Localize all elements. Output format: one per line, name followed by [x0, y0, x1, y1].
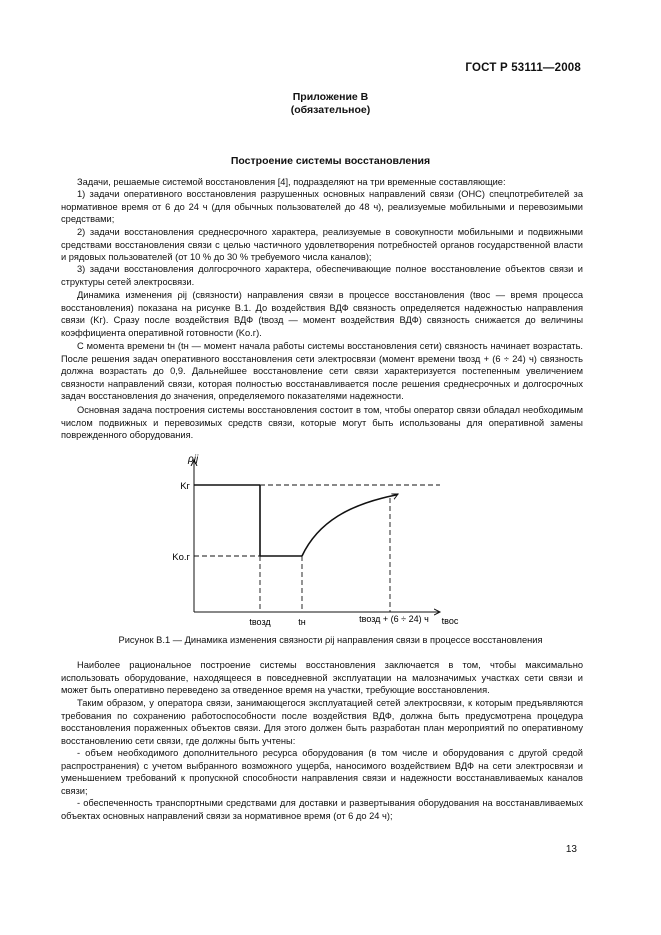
standard-header: ГОСТ Р 53111—2008 — [465, 62, 581, 74]
figure-chart — [150, 452, 490, 632]
label-t624: tвозд + (6 ÷ 24) ч — [359, 614, 429, 624]
paragraph-dynamics: Динамика изменения ρij (связности) направления связи в процессе восстановления (tвос — время процесса восстановления) показана на рисунке В.1. До воздействия ВДФ связность определяется надежностью направления связи (Kг). Сразу после воздействия ВДФ (tвозд — момент воздействия ВДФ) связность снижается до величины коэффициента оперативной готовности (Kо.г). — [61, 290, 583, 338]
label-kog: Kо.г — [172, 552, 190, 563]
label-tvos: tвос — [441, 616, 459, 626]
paragraph-moment: С момента времени tн (tн — момент начала работы системы восстановления сети) связность начинает возрастать. После решения задач оперативного восстановления сети электросвязи (момент времени tвозд + (6 ÷ 24) ч) связность должна возрастать до 0,9. Дальнейшее восстановление сети связи характеризуется постепенным увеличением связности направлений связи, которая полностью восстанавливается после решения среднесрочных и долгосрочных задач восстановления до значения, определяемого показателями надежности. — [61, 341, 583, 402]
paragraph-task-2: 2) задачи восстановления среднесрочного характера, реализуемые в совокупности мобильными и подвижными средствами восстановления связи с целью частичного удовлетворения потребностей органов государственной власти и рядовых пользователей (от 10 % до 30 % требуемого числа каналов); — [61, 227, 583, 263]
paragraph-task-1: 1) задачи оперативного восстановления разрушенных основных направлений связи (ОНС) спецпотребителей за нормативное время от 6 до 24 ч (для обычных пользователей до 48 ч), реализуемые мобильными и перевозимыми средствами; — [61, 189, 583, 225]
appendix-subtitle: (обязательное) — [290, 104, 371, 116]
paragraph-rational: Наиболее рациональное построение системы восстановления заключается в том, чтобы максимально использовать оборудование, находящееся в повседневной эксплуатации на малозначимых участках сети связи и может быть оперативно переведено за отведенное время на участки, требующие восстановления. — [61, 660, 583, 696]
page-number: 13 — [565, 844, 577, 855]
label-kt: Kг — [180, 481, 190, 492]
list-item-resource: - объем необходимого дополнительного ресурса оборудования (в том числе и оборудования с другой средой распространения) с учетом выбранного возможного ущерба, наносимого воздействием ВДФ на сети электросвязи и уменьшением требований к пропускной способности направления связи и надежности восстанавливаемых каналов связи; — [61, 748, 583, 796]
paragraph-task-3: 3) задачи восстановления долгосрочного характера, обеспечивающие полное восстановление объектов связи и структуры сетей электросвязи. — [61, 264, 583, 287]
label-tvozd: tвозд — [249, 617, 271, 627]
paragraph-intro: Задачи, решаемые системой восстановления [4], подразделяют на три временные составляющие: — [77, 177, 506, 187]
list-item-transport: - обеспеченность транспортными средствами для доставки и развертывания оборудования на восстанавливаемых объектах основных направлений связи за нормативное время (от 6 до 24 ч); — [61, 798, 583, 821]
line-recovery-curve — [302, 494, 398, 556]
figure-caption: Рисунок В.1 — Динамика изменения связности ρij направления связи в процессе восстановления — [118, 635, 543, 645]
section-title: Построение системы восстановления — [230, 155, 431, 167]
paragraph-operator: Таким образом, у оператора связи, занимающегося эксплуатацией сетей электросвязи, к которым предъявляются требования по сохранению работоспособности после воздействия ВДФ, должна быть предусмотрена процедура восстановления пораженных объектов связи. Для этого должен быть разработан план мероприятий по оперативному восстановлению сети связи, где должны быть учтены: — [61, 698, 583, 746]
paragraph-main-task: Основная задача построения системы восстановления состоит в том, чтобы оператор связи обладал необходимым числом подвижных и перевозимых средств связи, которые могут быть использованы для оперативной замены поврежденного оборудования. — [61, 405, 583, 441]
y-axis-label: ρij — [188, 454, 199, 465]
label-tn: tн — [298, 617, 306, 627]
appendix-title: Приложение В — [292, 91, 369, 103]
